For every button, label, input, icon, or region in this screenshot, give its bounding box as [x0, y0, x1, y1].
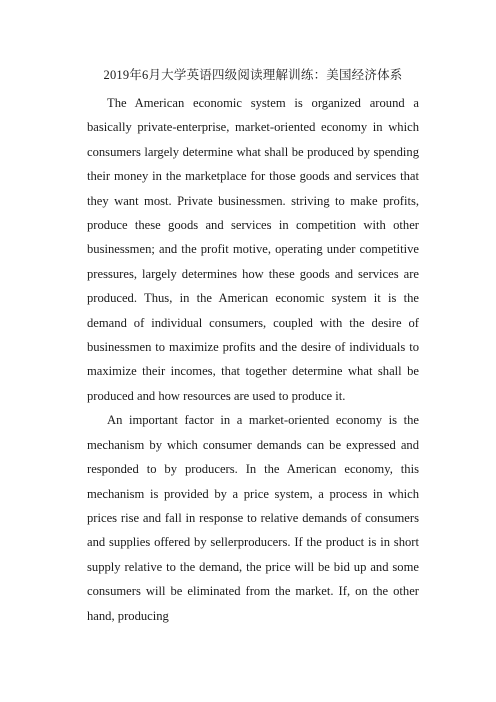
- paragraph-1: The American economic system is organized around a basically private-enterprise, market-oriented economy in which consumers largely determine what shall be produced by spending their money in the marketplace for those goods and services that they want most. Private businessmen. striving to make profits, produce these goods and services in competition with other businessmen; and the profit motive, operating under competitive pressures, largely determines how these goods and services are produced. Thus, in the American economic system it is the demand of individual consumers, coupled with the desire of businessmen to maximize profits and the desire of individuals to maximize their incomes, that together determine what shall be produced and how resources are used to produce it.: [87, 96, 419, 403]
- document-title: 2019年6月大学英语四级阅读理解训练：美国经济体系: [103, 68, 403, 82]
- paragraph-2: An important factor in a market-oriented economy is the mechanism by which consumer demands can be expressed and responded to by producers. In the American economy, this mechanism is provided by a price system, a process in which prices rise and fall in response to relative demands of consumers and supplies offered by sellerproducers. If the product is in short supply relative to the demand, the price will be bid up and some consumers will be eliminated from the market. If, on the other hand, producing: [87, 413, 419, 623]
- document-body: [87, 67, 419, 628]
